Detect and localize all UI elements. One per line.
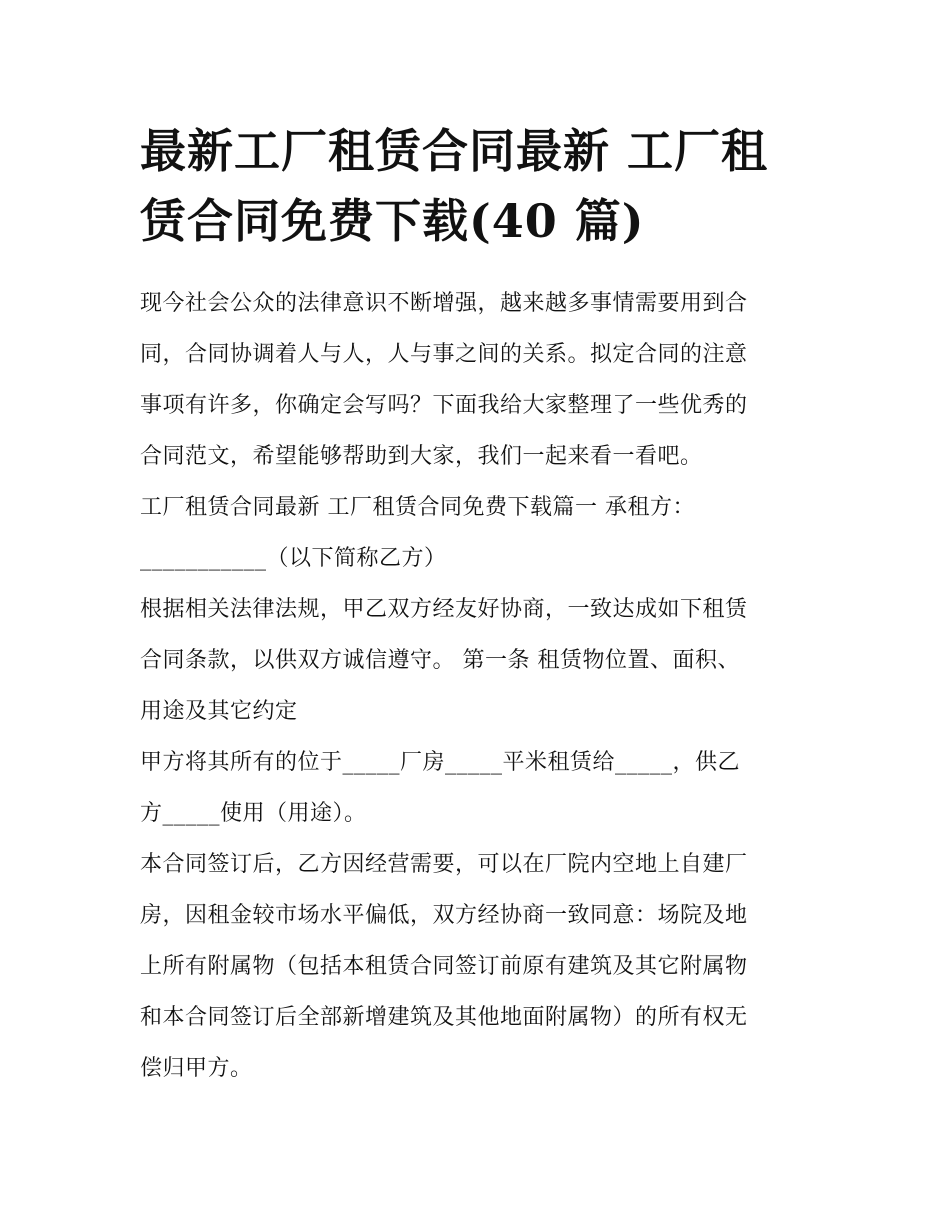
- text-line: 上所有附属物（包括本租赁合同签订前原有建筑及其它附属物: [140, 954, 748, 979]
- text-line: 用途及其它约定: [140, 699, 298, 724]
- text-line: 合同范文，希望能够帮助到大家，我们一起来看一看吧。: [140, 444, 703, 469]
- text-line: 本合同签订后，乙方因经营需要，可以在厂院内空地上自建厂: [140, 852, 748, 877]
- text-line: 合同条款，以供双方诚信遵守。 第一条 租赁物位置、面积、: [140, 648, 740, 673]
- text-line: 根据相关法律法规，甲乙双方经友好协商，一致达成如下租赁: [140, 597, 748, 622]
- text-line: 现今社会公众的法律意识不断增强，越来越多事情需要用到合: [140, 291, 748, 316]
- text-line: 同，合同协调着人与人，人与事之间的关系。拟定合同的注意: [140, 342, 748, 367]
- text-line: 甲方将其所有的位于_____厂房_____平米租赁给_____，供乙: [140, 750, 741, 775]
- text-line: 事项有许多，你确定会写吗？下面我给大家整理了一些优秀的: [140, 393, 748, 418]
- text-line: ___________（以下简称乙方）: [140, 546, 447, 571]
- title-line: 最新工厂租赁合同最新 工厂租: [140, 124, 769, 178]
- document-body: [140, 278, 815, 1094]
- text-line: 工厂租赁合同最新 工厂租赁合同免费下载篇一 承租方：: [140, 495, 695, 520]
- text-line: 房，因租金较市场水平偏低，双方经协商一致同意：场院及地: [140, 903, 748, 928]
- text-line: 和本合同签订后全部新增建筑及其他地面附属物）的所有权无: [140, 1005, 748, 1030]
- document-title: [140, 116, 815, 256]
- text-line: 偿归甲方。: [140, 1056, 253, 1081]
- text-line: 方_____使用（用途）。: [140, 801, 367, 826]
- title-line: 赁合同免费下载(40 篇): [140, 194, 645, 248]
- document-content: [140, 116, 815, 1094]
